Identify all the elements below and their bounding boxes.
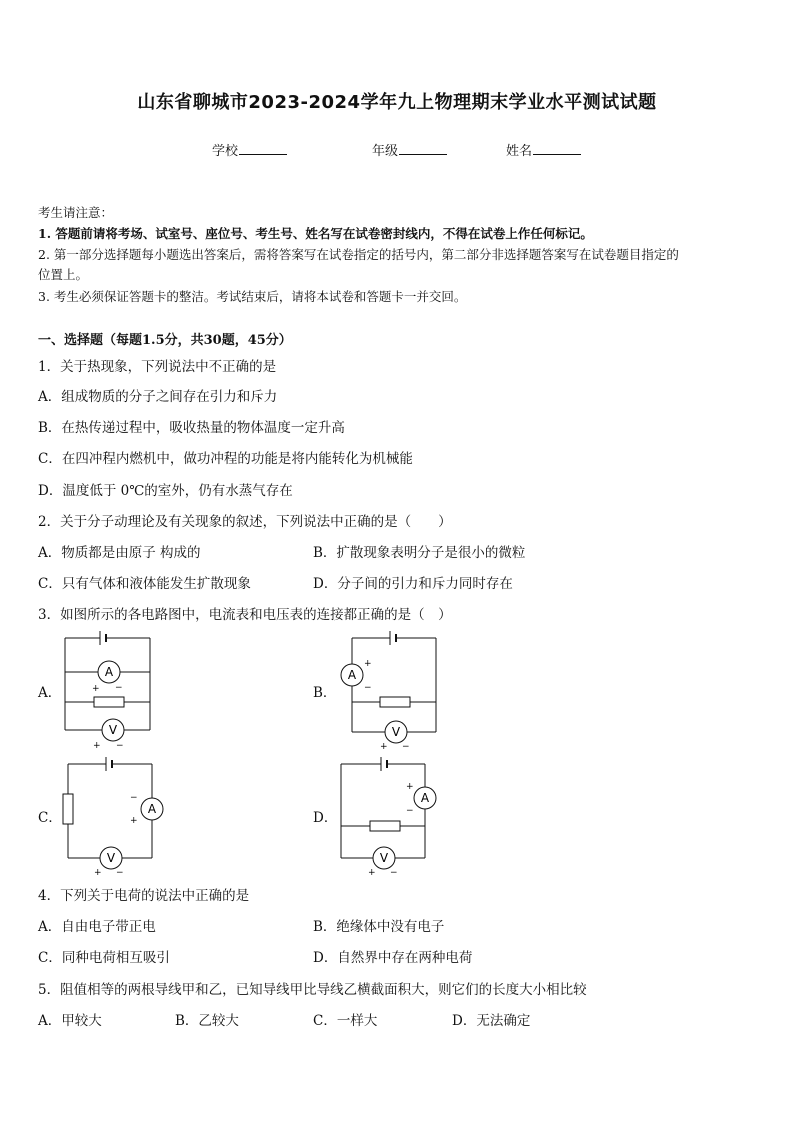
option-b[interactable]: B． (313, 685, 337, 701)
grade-field[interactable] (372, 140, 447, 159)
name-label: 姓名 (506, 144, 533, 159)
minus-sign: − (116, 741, 124, 751)
option-d[interactable]: D．温度低于 0℃的室外，仍有水蒸气存在 (38, 483, 293, 499)
minus-sign: − (406, 806, 414, 816)
plus-sign: + (92, 684, 100, 694)
question-stem: 3．如图所示的各电路图中，电流表和电压表的连接都正确的是（ ） (38, 607, 452, 623)
notes-heading: 考生请注意： (38, 205, 114, 220)
ammeter-symbol: A (347, 668, 357, 682)
plus-sign: + (94, 868, 102, 878)
option-c[interactable]: C．只有气体和液体能发生扩散现象 (38, 576, 251, 592)
option-a[interactable]: A． (38, 685, 62, 701)
school-field[interactable] (212, 140, 287, 159)
option-a[interactable]: A．组成物质的分子之间存在引力和斥力 (38, 389, 278, 405)
ammeter-symbol: A (420, 791, 430, 805)
plus-sign: + (364, 659, 372, 669)
option-c[interactable]: C． (38, 810, 62, 826)
option-a[interactable]: A．自由电子带正电 (38, 919, 156, 935)
voltmeter-symbol: V (106, 851, 116, 865)
plus-sign: + (368, 868, 376, 878)
note-item: 3. 考生必须保证答题卡的整洁。考试结束后，请将本试卷和答题卡一并交回。 (38, 289, 467, 304)
ammeter-symbol: A (104, 665, 114, 679)
grade-blank[interactable] (399, 142, 447, 155)
section-heading: 一、选择题（每题1.5分，共30题，45分） (38, 333, 292, 348)
option-b[interactable]: B．扩散现象表明分子是很小的微粒 (313, 545, 526, 561)
ammeter-symbol: A (147, 802, 157, 816)
option-c[interactable]: C．在四冲程内燃机中，做功冲程的功能是将内能转化为机械能 (38, 451, 413, 467)
option-a[interactable]: A．甲较大 (38, 1013, 102, 1029)
plus-sign: + (406, 782, 414, 792)
circuit-diagram-b (340, 630, 440, 754)
question-stem: 2．关于分子动理论及有关现象的叙述，下列说法中正确的是（ ） (38, 514, 452, 530)
circuit-diagram-a (60, 630, 160, 754)
option-d[interactable]: D．无法确定 (452, 1013, 531, 1029)
option-b[interactable]: B．乙较大 (175, 1013, 239, 1029)
plus-sign: + (93, 741, 101, 751)
minus-sign: − (364, 683, 372, 693)
question-stem: 5．阻值相等的两根导线甲和乙，已知导线甲比导线乙横截面积大，则它们的长度大小相比较 (38, 982, 587, 998)
option-d[interactable]: D．分子间的引力和斥力同时存在 (313, 576, 513, 592)
school-label: 学校 (212, 144, 239, 159)
minus-sign: − (402, 742, 410, 752)
minus-sign: − (130, 793, 138, 803)
note-item: 2. 第一部分选择题每小题选出答案后，需将答案写在试卷指定的括号内，第二部分非选择题答案写在试卷题目指定的 (38, 247, 679, 262)
plus-sign: + (130, 816, 138, 826)
note-item: 1. 答题前请将考场、试室号、座位号、考生号、姓名写在试卷密封线内，不得在试卷上作任何标记。 (38, 226, 593, 241)
school-blank[interactable] (239, 142, 287, 155)
option-a[interactable]: A．物质都是由原子 构成的 (38, 545, 201, 561)
name-field[interactable] (506, 140, 581, 159)
minus-sign: − (115, 683, 123, 693)
circuit-diagram-d (335, 752, 445, 881)
option-c[interactable]: C．同种电荷相互吸引 (38, 950, 170, 966)
option-c[interactable]: C．一样大 (313, 1013, 378, 1029)
voltmeter-symbol: V (379, 851, 389, 865)
circuit-diagram-c (60, 752, 170, 881)
minus-sign: − (390, 868, 398, 878)
option-d[interactable]: D．自然界中存在两种电荷 (313, 950, 473, 966)
grade-label: 年级 (372, 144, 399, 159)
minus-sign: − (116, 868, 124, 878)
option-b[interactable]: B．在热传递过程中，吸收热量的物体温度一定升高 (38, 420, 345, 436)
question-stem: 1．关于热现象，下列说法中不正确的是 (38, 359, 277, 375)
name-blank[interactable] (533, 142, 581, 155)
plus-sign: + (380, 742, 388, 752)
note-item: 位置上。 (38, 267, 89, 282)
question-stem: 4．下列关于电荷的说法中正确的是 (38, 888, 250, 904)
voltmeter-symbol: V (108, 723, 118, 737)
voltmeter-symbol: V (391, 725, 401, 739)
option-b[interactable]: B．绝缘体中没有电子 (313, 919, 445, 935)
page-title: 山东省聊城市2023-2024学年九上物理期末学业水平测试试题 (137, 92, 657, 113)
option-d[interactable]: D． (313, 810, 338, 826)
